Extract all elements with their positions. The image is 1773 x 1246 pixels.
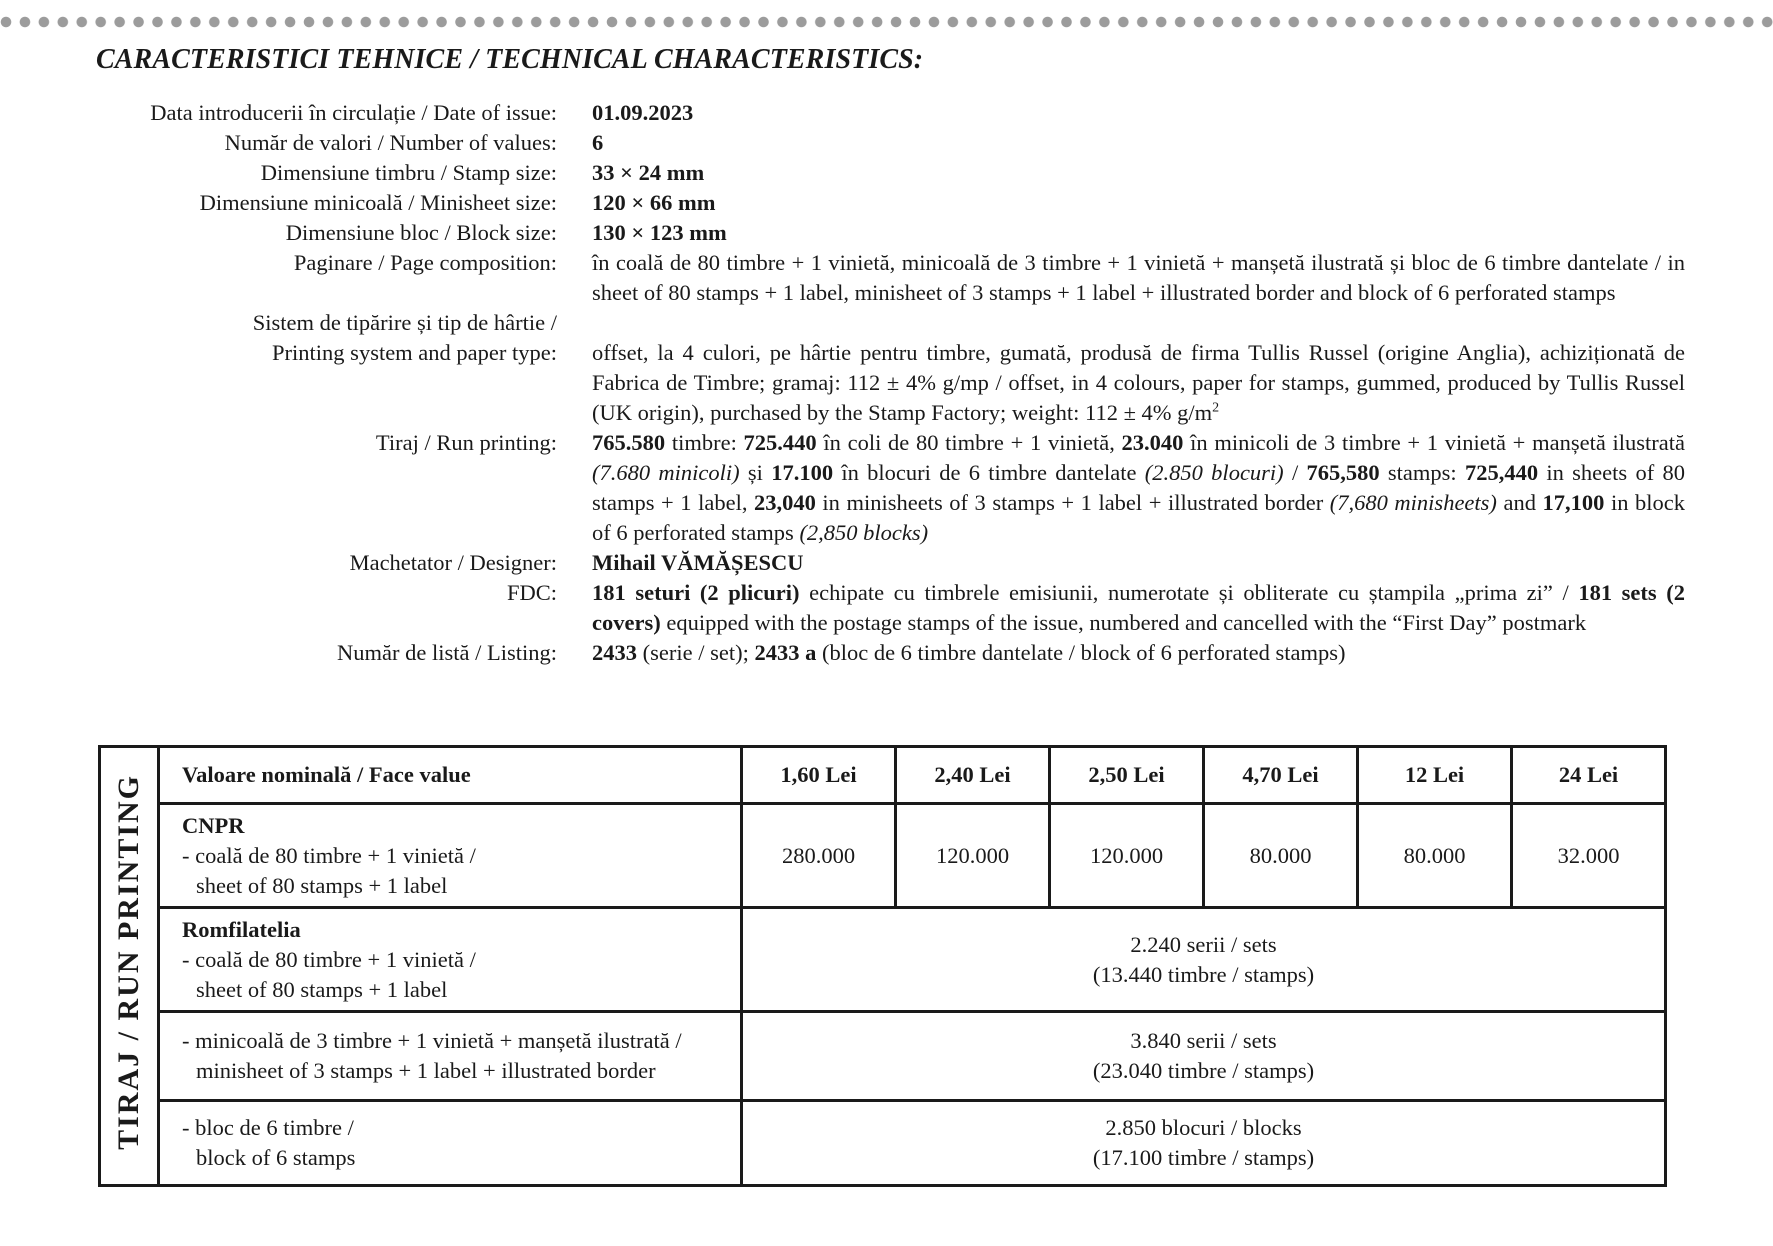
spec-value-segment: 181 sets (2 covers) bbox=[592, 580, 1685, 635]
face-value-header-cell bbox=[159, 747, 742, 804]
spec-row bbox=[80, 308, 1685, 338]
spec-value-segment: Mihail VĂMĂȘESCU bbox=[592, 550, 804, 575]
spec-value-segment: 130 × 123 mm bbox=[592, 220, 727, 245]
cnpr-quantity-cell: 120.000 bbox=[896, 804, 1050, 908]
spec-value-segment: în minicoli de 3 timbre + 1 vinietă + manșetă ilustrată bbox=[1183, 430, 1685, 455]
minisheet-line-2: minisheet of 3 stamps + 1 label + illustrated border bbox=[196, 1058, 656, 1083]
cnpr-quantity-cell: 32.000 bbox=[1512, 804, 1666, 908]
technical-specs-list bbox=[80, 98, 1685, 668]
spec-row bbox=[80, 98, 1685, 128]
spec-value bbox=[592, 128, 1685, 158]
romfilatelia-line-1: - coală de 80 timbre + 1 vinietă / bbox=[182, 946, 476, 972]
romfilatelia-stamps: (13.440 timbre / stamps) bbox=[1092, 961, 1315, 987]
spec-value-segment: 2433 a bbox=[754, 640, 817, 665]
spec-value bbox=[592, 428, 1685, 548]
run-printing-side-label-cell bbox=[100, 747, 159, 1186]
cnpr-line-1: - coală de 80 timbre + 1 vinietă / bbox=[182, 842, 476, 868]
spec-value-segment: și bbox=[739, 460, 772, 485]
spec-value-segment: offset, la 4 culori, pe hârtie pentru timbre, gumată, produsă de firma Tullis Russel (origine Anglia), achiziționată de Fabrica de Timbre; gramaj: 112 ± 4% g/mp / offset, in 4 colours, paper for stamps, gummed, produced by Tullis Russel (UK origin), purchased by the Stamp Factory; weight: 112 ± 4% g/m bbox=[592, 340, 1685, 425]
spec-value bbox=[592, 638, 1685, 668]
cnpr-line-2: sheet of 80 stamps + 1 label bbox=[196, 872, 448, 898]
block-description-cell bbox=[159, 1101, 742, 1186]
spec-value-segment: în coli de 80 timbre + 1 vinietă, bbox=[816, 430, 1122, 455]
romfilatelia-name: Romfilatelia bbox=[182, 916, 301, 942]
cnpr-quantity-cell: 80.000 bbox=[1204, 804, 1358, 908]
spec-value-segment: (2,850 blocks) bbox=[799, 520, 929, 545]
spec-value bbox=[592, 218, 1685, 248]
spec-label: Număr de valori / Number of values: bbox=[224, 130, 557, 155]
block-line-2: block of 6 stamps bbox=[196, 1145, 356, 1170]
spec-value-segment: (serie / set); bbox=[637, 640, 755, 665]
spec-value-segment: în coală de 80 timbre + 1 vinietă, minicoală de 3 timbre + 1 vinietă + manșetă ilustrată și bloc de 6 timbre dantelate / in sheet of 80 stamps + 1 label, minisheet of 3 stamps + 1 label + illustrated border and block of 6 perforated stamps bbox=[592, 250, 1685, 305]
spec-value-segment: 120 × 66 mm bbox=[592, 190, 716, 215]
spec-label: Dimensiune timbru / Stamp size: bbox=[260, 160, 557, 185]
face-value-cell: 2,40 Lei bbox=[896, 747, 1050, 804]
minisheet-quantity-cell bbox=[742, 1012, 1666, 1101]
spec-row bbox=[80, 188, 1685, 218]
spec-value-segment: stamps: bbox=[1379, 460, 1465, 485]
spec-row bbox=[80, 638, 1685, 668]
spec-value-segment: equipped with the postage stamps of the issue, numbered and cancelled with the “First Day” postmark bbox=[660, 610, 1587, 635]
spec-value-segment: 765,580 bbox=[1306, 460, 1380, 485]
block-quantity-cell bbox=[742, 1101, 1666, 1186]
spec-label: FDC: bbox=[506, 580, 557, 605]
spec-value-segment: 181 seturi (2 plicuri) bbox=[592, 580, 800, 605]
spec-value bbox=[592, 578, 1685, 638]
spec-value-segment: 725.440 bbox=[743, 430, 817, 455]
romfilatelia-sets: 2.240 serii / sets bbox=[1130, 931, 1277, 957]
face-value-cell: 4,70 Lei bbox=[1204, 747, 1358, 804]
table-row-minisheet bbox=[100, 1012, 1666, 1101]
minisheet-description-cell bbox=[159, 1012, 742, 1101]
run-printing-side-label: TIRAJ / RUN PRINTING bbox=[112, 774, 145, 1150]
spec-label: Sistem de tipărire și tip de hârtie / bbox=[252, 310, 557, 335]
romfilatelia-description-cell bbox=[159, 908, 742, 1012]
page-title: CARACTERISTICI TEHNICE / TECHNICAL CHARACTERISTICS: bbox=[96, 44, 924, 75]
cnpr-description-cell bbox=[159, 804, 742, 908]
run-printing-table bbox=[98, 745, 1667, 1187]
spec-value-segment: in sheets of 80 stamps + 1 label, bbox=[592, 460, 1685, 515]
face-value-cell: 12 Lei bbox=[1358, 747, 1512, 804]
spec-value bbox=[592, 98, 1685, 128]
spec-value-segment: (bloc de 6 timbre dantelate / block of 6 perforated stamps) bbox=[816, 640, 1346, 665]
spec-value-segment: and bbox=[1496, 490, 1543, 515]
spec-value-segment: (7.680 minicoli) bbox=[592, 460, 740, 485]
block-sets: 2.850 blocuri / blocks bbox=[1105, 1115, 1302, 1140]
spec-row bbox=[80, 218, 1685, 248]
block-stamps: (17.100 timbre / stamps) bbox=[1092, 1145, 1315, 1170]
spec-value bbox=[592, 248, 1685, 308]
cnpr-quantity-cell: 280.000 bbox=[742, 804, 896, 908]
spec-label: Machetator / Designer: bbox=[349, 550, 557, 575]
spec-value-segment: 23.040 bbox=[1121, 430, 1184, 455]
spec-row bbox=[80, 578, 1685, 638]
spec-value-segment: 33 × 24 mm bbox=[592, 160, 705, 185]
cnpr-quantity-cell: 120.000 bbox=[1050, 804, 1204, 908]
spec-value bbox=[592, 548, 1685, 578]
table-header-row bbox=[100, 747, 1666, 804]
face-value-header: Valoare nominală / Face value bbox=[182, 762, 471, 787]
spec-value-segment: 2 bbox=[1212, 400, 1220, 416]
spec-row bbox=[80, 548, 1685, 578]
spec-value-segment: 17,100 bbox=[1542, 490, 1605, 515]
spec-row bbox=[80, 338, 1685, 428]
spec-value-segment: 23,040 bbox=[754, 490, 816, 515]
spec-value-segment: in minisheets of 3 stamps + 1 label + illustrated border bbox=[815, 490, 1330, 515]
spec-label: Data introducerii în circulație / Date of issue: bbox=[150, 100, 557, 125]
romfilatelia-quantity-cell bbox=[742, 908, 1666, 1012]
spec-value-segment: în blocuri de 6 timbre dantelate bbox=[833, 460, 1145, 485]
spec-value-segment: echipate cu timbrele emisiunii, numerotate și obliterate cu ștampila „prima zi” / bbox=[799, 580, 1579, 605]
minisheet-line-1: - minicoală de 3 timbre + 1 vinietă + manșetă ilustrată / bbox=[182, 1028, 682, 1053]
spec-value-segment: 765.580 bbox=[592, 430, 666, 455]
spec-row bbox=[80, 158, 1685, 188]
face-value-cell: 2,50 Lei bbox=[1050, 747, 1204, 804]
spec-row bbox=[80, 248, 1685, 308]
spec-value-segment: 2433 bbox=[592, 640, 637, 665]
table-row-block bbox=[100, 1101, 1666, 1186]
perforation-dots-border bbox=[0, 16, 1773, 29]
spec-value bbox=[592, 308, 1685, 338]
table-row-cnpr bbox=[100, 804, 1666, 908]
spec-value bbox=[592, 158, 1685, 188]
spec-row bbox=[80, 128, 1685, 158]
spec-value-segment: 6 bbox=[592, 130, 604, 155]
cnpr-name: CNPR bbox=[182, 812, 245, 838]
spec-value-segment: (7,680 minisheets) bbox=[1329, 490, 1497, 515]
spec-value-segment: in block of 6 perforated stamps bbox=[592, 490, 1685, 545]
spec-label: Dimensiune bloc / Block size: bbox=[285, 220, 557, 245]
spec-value bbox=[592, 188, 1685, 218]
table-row-romfilatelia bbox=[100, 908, 1666, 1012]
spec-value-segment: / bbox=[1283, 460, 1307, 485]
spec-label: Număr de listă / Listing: bbox=[337, 640, 557, 665]
face-value-cell: 24 Lei bbox=[1512, 747, 1666, 804]
spec-label: Printing system and paper type: bbox=[272, 340, 557, 365]
spec-value-segment: 725,440 bbox=[1464, 460, 1539, 485]
face-value-cell: 1,60 Lei bbox=[742, 747, 896, 804]
spec-value-segment: timbre: bbox=[665, 430, 744, 455]
spec-value-segment: (2.850 blocuri) bbox=[1144, 460, 1284, 485]
spec-label: Dimensiune minicoală / Minisheet size: bbox=[199, 190, 557, 215]
minisheet-sets: 3.840 serii / sets bbox=[1130, 1028, 1277, 1053]
spec-row bbox=[80, 428, 1685, 548]
minisheet-stamps: (23.040 timbre / stamps) bbox=[1092, 1058, 1315, 1083]
spec-value bbox=[592, 338, 1685, 428]
spec-label: Tiraj / Run printing: bbox=[375, 430, 557, 455]
block-line-1: - bloc de 6 timbre / bbox=[182, 1115, 354, 1140]
spec-value-segment: 17.100 bbox=[771, 460, 834, 485]
spec-label: Paginare / Page composition: bbox=[293, 250, 557, 275]
romfilatelia-line-2: sheet of 80 stamps + 1 label bbox=[196, 976, 448, 1002]
spec-value-segment: 01.09.2023 bbox=[592, 100, 694, 125]
cnpr-quantity-cell: 80.000 bbox=[1358, 804, 1512, 908]
